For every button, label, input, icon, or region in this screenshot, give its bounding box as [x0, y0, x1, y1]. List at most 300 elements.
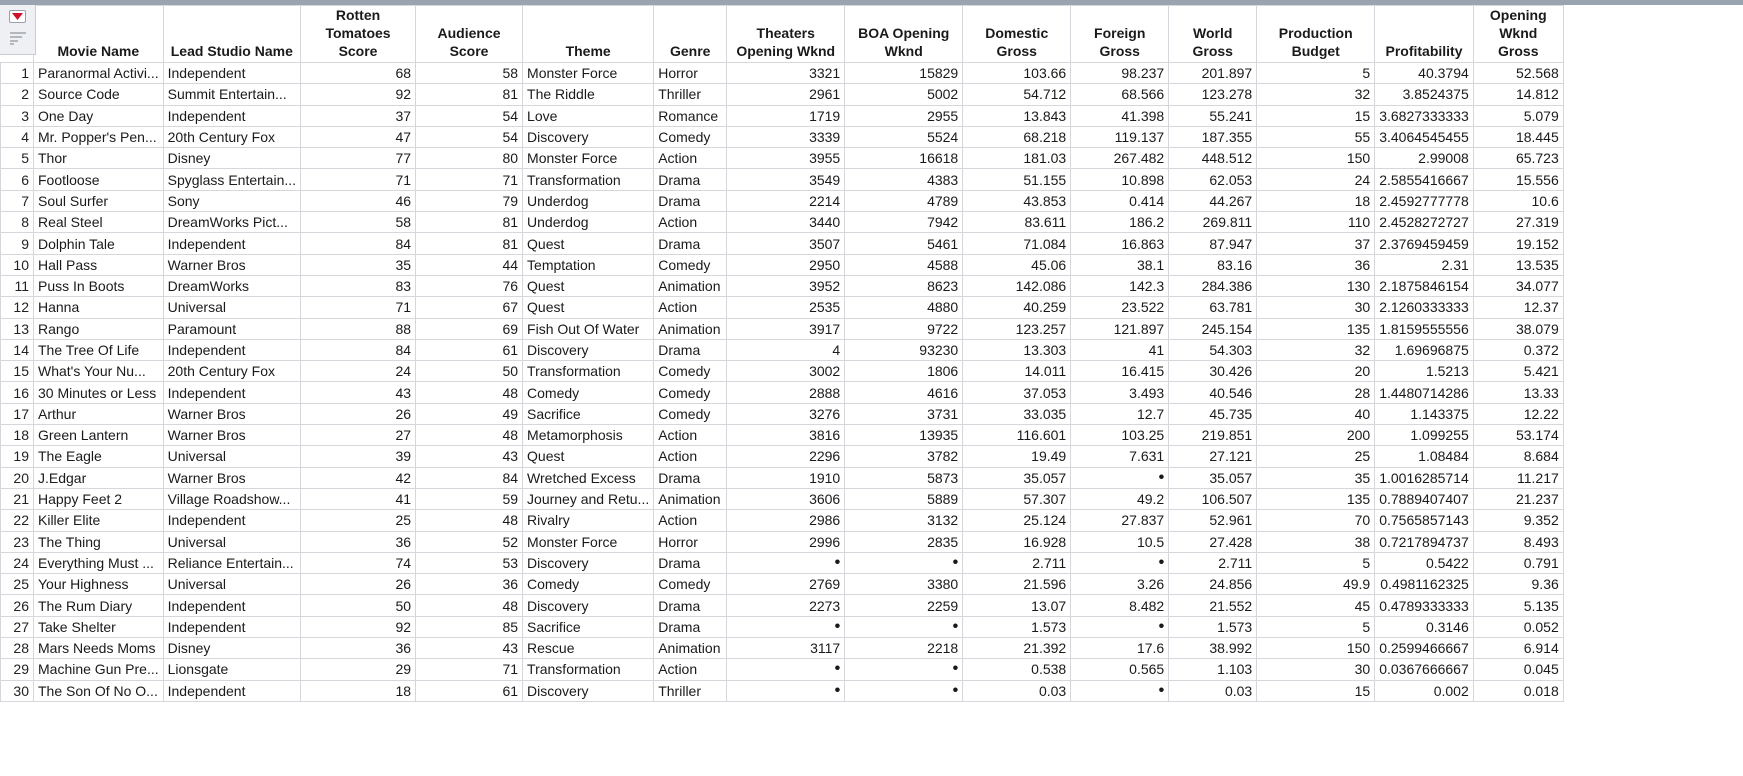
column-header-budget[interactable]: Production Budget [1257, 6, 1375, 63]
cell-budget[interactable]: 55 [1257, 126, 1375, 147]
cell-genre[interactable]: Drama [654, 339, 727, 360]
cell-domestic[interactable]: 13.843 [963, 105, 1071, 126]
cell-profit[interactable]: 2.4528272727 [1375, 212, 1474, 233]
cell-world[interactable]: 38.992 [1169, 638, 1257, 659]
cell-rotten[interactable]: 36 [301, 531, 416, 552]
cell-theme[interactable]: Fish Out Of Water [523, 318, 654, 339]
cell-theaters[interactable]: 3955 [727, 148, 845, 169]
cell-boa[interactable]: • [845, 552, 963, 573]
cell-budget[interactable]: 15 [1257, 680, 1375, 701]
row-number[interactable]: 28 [1, 638, 34, 659]
cell-theme[interactable]: Discovery [523, 339, 654, 360]
cell-budget[interactable]: 135 [1257, 488, 1375, 509]
table-row[interactable] [1, 616, 1564, 637]
row-number[interactable]: 10 [1, 254, 34, 275]
cell-theaters[interactable]: • [727, 616, 845, 637]
cell-budget[interactable]: 5 [1257, 552, 1375, 573]
cell-genre[interactable]: Drama [654, 616, 727, 637]
cell-studio[interactable]: Independent [163, 382, 300, 403]
cell-budget[interactable]: 5 [1257, 63, 1375, 84]
cell-theme[interactable]: Transformation [523, 659, 654, 680]
table-row[interactable] [1, 446, 1564, 467]
cell-studio[interactable]: Independent [163, 105, 300, 126]
cell-rotten[interactable]: 27 [301, 425, 416, 446]
column-header-studio[interactable]: Lead Studio Name [163, 6, 300, 63]
cell-movie[interactable]: Machine Gun Pre... [34, 659, 164, 680]
cell-studio[interactable]: Independent [163, 680, 300, 701]
cell-profit[interactable]: 2.4592777778 [1375, 190, 1474, 211]
cell-boa[interactable]: 2259 [845, 595, 963, 616]
row-number[interactable]: 18 [1, 425, 34, 446]
cell-domestic[interactable]: 13.303 [963, 339, 1071, 360]
cell-audience[interactable]: 43 [416, 638, 523, 659]
cell-opening[interactable]: 65.723 [1473, 148, 1563, 169]
cell-audience[interactable]: 76 [416, 275, 523, 296]
table-row[interactable] [1, 190, 1564, 211]
cell-theaters[interactable]: 3917 [727, 318, 845, 339]
cell-theaters[interactable]: 2961 [727, 84, 845, 105]
cell-profit[interactable]: 0.3146 [1375, 616, 1474, 637]
cell-boa[interactable]: 5873 [845, 467, 963, 488]
cell-theaters[interactable]: 2296 [727, 446, 845, 467]
table-row[interactable] [1, 467, 1564, 488]
cell-rotten[interactable]: 18 [301, 680, 416, 701]
cell-studio[interactable]: 20th Century Fox [163, 126, 300, 147]
cell-domestic[interactable]: 14.011 [963, 361, 1071, 382]
cell-theaters[interactable]: 3002 [727, 361, 845, 382]
cell-domestic[interactable]: 33.035 [963, 403, 1071, 424]
cell-foreign[interactable]: 10.898 [1071, 169, 1169, 190]
cell-movie[interactable]: Take Shelter [34, 616, 164, 637]
row-number[interactable]: 25 [1, 574, 34, 595]
cell-domestic[interactable]: 0.538 [963, 659, 1071, 680]
cell-studio[interactable]: Universal [163, 297, 300, 318]
cell-foreign[interactable]: 267.482 [1071, 148, 1169, 169]
row-number[interactable]: 1 [1, 63, 34, 84]
cell-boa[interactable]: 4383 [845, 169, 963, 190]
cell-profit[interactable]: 2.3769459459 [1375, 233, 1474, 254]
cell-theme[interactable]: Comedy [523, 382, 654, 403]
cell-budget[interactable]: 35 [1257, 467, 1375, 488]
cell-boa[interactable]: 5461 [845, 233, 963, 254]
cell-budget[interactable]: 150 [1257, 638, 1375, 659]
cell-budget[interactable]: 30 [1257, 297, 1375, 318]
cell-foreign[interactable]: 41.398 [1071, 105, 1169, 126]
cell-foreign[interactable]: 0.565 [1071, 659, 1169, 680]
cell-foreign[interactable]: 10.5 [1071, 531, 1169, 552]
cell-opening[interactable]: 8.684 [1473, 446, 1563, 467]
cell-studio[interactable]: Warner Bros [163, 425, 300, 446]
cell-theaters[interactable]: 2950 [727, 254, 845, 275]
cell-movie[interactable]: The Eagle [34, 446, 164, 467]
cell-studio[interactable]: Independent [163, 63, 300, 84]
cell-theaters[interactable]: 2273 [727, 595, 845, 616]
cell-opening[interactable]: 8.493 [1473, 531, 1563, 552]
cell-movie[interactable]: Source Code [34, 84, 164, 105]
cell-boa[interactable]: 4880 [845, 297, 963, 318]
cell-rotten[interactable]: 58 [301, 212, 416, 233]
cell-theaters[interactable]: 2996 [727, 531, 845, 552]
cell-audience[interactable]: 54 [416, 126, 523, 147]
cell-profit[interactable]: 40.3794 [1375, 63, 1474, 84]
cell-rotten[interactable]: 68 [301, 63, 416, 84]
cell-studio[interactable]: DreamWorks [163, 275, 300, 296]
cell-world[interactable]: 62.053 [1169, 169, 1257, 190]
table-row[interactable] [1, 105, 1564, 126]
cell-profit[interactable]: 2.1875846154 [1375, 275, 1474, 296]
cell-domestic[interactable]: 54.712 [963, 84, 1071, 105]
cell-studio[interactable]: Independent [163, 616, 300, 637]
cell-opening[interactable]: 6.914 [1473, 638, 1563, 659]
cell-audience[interactable]: 85 [416, 616, 523, 637]
cell-audience[interactable]: 48 [416, 382, 523, 403]
cell-movie[interactable]: Happy Feet 2 [34, 488, 164, 509]
row-number[interactable]: 22 [1, 510, 34, 531]
table-row[interactable] [1, 126, 1564, 147]
cell-studio[interactable]: Sony [163, 190, 300, 211]
cell-movie[interactable]: Everything Must ... [34, 552, 164, 573]
cell-boa[interactable]: 3731 [845, 403, 963, 424]
cell-opening[interactable]: 13.33 [1473, 382, 1563, 403]
cell-budget[interactable]: 110 [1257, 212, 1375, 233]
cell-movie[interactable]: Hall Pass [34, 254, 164, 275]
cell-profit[interactable]: 0.2599466667 [1375, 638, 1474, 659]
cell-foreign[interactable]: • [1071, 680, 1169, 701]
cell-opening[interactable]: 11.217 [1473, 467, 1563, 488]
cell-world[interactable]: 55.241 [1169, 105, 1257, 126]
cell-movie[interactable]: Real Steel [34, 212, 164, 233]
cell-genre[interactable]: Action [654, 148, 727, 169]
cell-world[interactable]: 54.303 [1169, 339, 1257, 360]
cell-theaters[interactable]: • [727, 659, 845, 680]
cell-theaters[interactable]: 3507 [727, 233, 845, 254]
table-menu-button[interactable] [9, 10, 26, 23]
cell-movie[interactable]: Hanna [34, 297, 164, 318]
table-row[interactable] [1, 212, 1564, 233]
table-row[interactable] [1, 638, 1564, 659]
cell-movie[interactable]: Rango [34, 318, 164, 339]
cell-studio[interactable]: Universal [163, 574, 300, 595]
cell-opening[interactable]: 5.079 [1473, 105, 1563, 126]
cell-domestic[interactable]: 0.03 [963, 680, 1071, 701]
cell-theme[interactable]: Quest [523, 233, 654, 254]
cell-rotten[interactable]: 25 [301, 510, 416, 531]
row-number[interactable]: 30 [1, 680, 34, 701]
cell-genre[interactable]: Action [654, 297, 727, 318]
cell-boa[interactable]: 9722 [845, 318, 963, 339]
cell-boa[interactable]: 5889 [845, 488, 963, 509]
cell-genre[interactable]: Thriller [654, 84, 727, 105]
cell-genre[interactable]: Animation [654, 275, 727, 296]
cell-world[interactable]: 30.426 [1169, 361, 1257, 382]
cell-theaters[interactable]: 3117 [727, 638, 845, 659]
table-row[interactable] [1, 403, 1564, 424]
cell-studio[interactable]: Independent [163, 339, 300, 360]
cell-budget[interactable]: 15 [1257, 105, 1375, 126]
cell-movie[interactable]: Paranormal Activi... [34, 63, 164, 84]
cell-theaters[interactable]: 3276 [727, 403, 845, 424]
cell-boa[interactable]: 8623 [845, 275, 963, 296]
cell-genre[interactable]: Drama [654, 467, 727, 488]
cell-boa[interactable]: • [845, 659, 963, 680]
cell-rotten[interactable]: 26 [301, 403, 416, 424]
cell-domestic[interactable]: 83.611 [963, 212, 1071, 233]
cell-opening[interactable]: 53.174 [1473, 425, 1563, 446]
cell-domestic[interactable]: 37.053 [963, 382, 1071, 403]
cell-world[interactable]: 1.573 [1169, 616, 1257, 637]
cell-genre[interactable]: Animation [654, 318, 727, 339]
cell-boa[interactable]: • [845, 616, 963, 637]
cell-foreign[interactable]: 8.482 [1071, 595, 1169, 616]
cell-theme[interactable]: Rescue [523, 638, 654, 659]
cell-genre[interactable]: Drama [654, 233, 727, 254]
cell-profit[interactable]: 2.1260333333 [1375, 297, 1474, 318]
cell-domestic[interactable]: 71.084 [963, 233, 1071, 254]
table-row[interactable] [1, 148, 1564, 169]
cell-rotten[interactable]: 92 [301, 84, 416, 105]
table-row[interactable] [1, 318, 1564, 339]
cell-foreign[interactable]: 0.414 [1071, 190, 1169, 211]
column-header-rotten[interactable]: Rotten Tomatoes Score [301, 6, 416, 63]
row-number[interactable]: 4 [1, 126, 34, 147]
cell-profit[interactable]: 0.7889407407 [1375, 488, 1474, 509]
cell-budget[interactable]: 18 [1257, 190, 1375, 211]
cell-genre[interactable]: Comedy [654, 382, 727, 403]
cell-world[interactable]: 201.897 [1169, 63, 1257, 84]
cell-profit[interactable]: 0.5422 [1375, 552, 1474, 573]
cell-studio[interactable]: Independent [163, 510, 300, 531]
cell-profit[interactable]: 1.143375 [1375, 403, 1474, 424]
cell-movie[interactable]: The Tree Of Life [34, 339, 164, 360]
cell-domestic[interactable]: 45.06 [963, 254, 1071, 275]
cell-world[interactable]: 0.03 [1169, 680, 1257, 701]
cell-world[interactable]: 27.121 [1169, 446, 1257, 467]
cell-foreign[interactable]: 68.566 [1071, 84, 1169, 105]
cell-world[interactable]: 45.735 [1169, 403, 1257, 424]
cell-studio[interactable]: Village Roadshow... [163, 488, 300, 509]
cell-audience[interactable]: 48 [416, 595, 523, 616]
row-number[interactable]: 17 [1, 403, 34, 424]
cell-movie[interactable]: The Thing [34, 531, 164, 552]
cell-movie[interactable]: Your Highness [34, 574, 164, 595]
cell-opening[interactable]: 0.018 [1473, 680, 1563, 701]
cell-theaters[interactable]: • [727, 552, 845, 573]
row-selection-icon[interactable] [10, 31, 26, 45]
cell-genre[interactable]: Comedy [654, 254, 727, 275]
cell-studio[interactable]: Independent [163, 233, 300, 254]
cell-profit[interactable]: 2.5855416667 [1375, 169, 1474, 190]
cell-movie[interactable]: What's Your Nu... [34, 361, 164, 382]
cell-movie[interactable]: Soul Surfer [34, 190, 164, 211]
cell-rotten[interactable]: 42 [301, 467, 416, 488]
cell-theme[interactable]: Wretched Excess [523, 467, 654, 488]
cell-genre[interactable]: Action [654, 446, 727, 467]
cell-boa[interactable]: 3380 [845, 574, 963, 595]
cell-rotten[interactable]: 50 [301, 595, 416, 616]
cell-opening[interactable]: 5.421 [1473, 361, 1563, 382]
cell-profit[interactable]: 3.6827333333 [1375, 105, 1474, 126]
cell-movie[interactable]: Puss In Boots [34, 275, 164, 296]
cell-audience[interactable]: 71 [416, 659, 523, 680]
cell-opening[interactable]: 27.319 [1473, 212, 1563, 233]
cell-theaters[interactable]: 2888 [727, 382, 845, 403]
cell-boa[interactable]: 4616 [845, 382, 963, 403]
cell-genre[interactable]: Thriller [654, 680, 727, 701]
cell-world[interactable]: 44.267 [1169, 190, 1257, 211]
cell-audience[interactable]: 49 [416, 403, 523, 424]
cell-domestic[interactable]: 123.257 [963, 318, 1071, 339]
cell-world[interactable]: 1.103 [1169, 659, 1257, 680]
cell-boa[interactable]: • [845, 680, 963, 701]
cell-studio[interactable]: Reliance Entertain... [163, 552, 300, 573]
column-header-theaters[interactable]: Theaters Opening Wknd [727, 6, 845, 63]
cell-theaters[interactable]: 3549 [727, 169, 845, 190]
cell-studio[interactable]: Disney [163, 148, 300, 169]
cell-domestic[interactable]: 40.259 [963, 297, 1071, 318]
row-number[interactable]: 6 [1, 169, 34, 190]
cell-opening[interactable]: 0.791 [1473, 552, 1563, 573]
cell-rotten[interactable]: 74 [301, 552, 416, 573]
cell-budget[interactable]: 36 [1257, 254, 1375, 275]
cell-domestic[interactable]: 21.392 [963, 638, 1071, 659]
cell-domestic[interactable]: 2.711 [963, 552, 1071, 573]
cell-budget[interactable]: 28 [1257, 382, 1375, 403]
cell-opening[interactable]: 19.152 [1473, 233, 1563, 254]
cell-rotten[interactable]: 83 [301, 275, 416, 296]
cell-world[interactable]: 245.154 [1169, 318, 1257, 339]
table-row[interactable] [1, 361, 1564, 382]
cell-audience[interactable]: 61 [416, 680, 523, 701]
column-header-profit[interactable]: Profitability [1375, 6, 1474, 63]
cell-studio[interactable]: Summit Entertain... [163, 84, 300, 105]
cell-movie[interactable]: The Son Of No O... [34, 680, 164, 701]
cell-rotten[interactable]: 43 [301, 382, 416, 403]
cell-theaters[interactable]: 3339 [727, 126, 845, 147]
cell-opening[interactable]: 9.36 [1473, 574, 1563, 595]
cell-genre[interactable]: Comedy [654, 403, 727, 424]
table-row[interactable] [1, 680, 1564, 701]
cell-theme[interactable]: Monster Force [523, 148, 654, 169]
cell-theme[interactable]: Temptation [523, 254, 654, 275]
cell-movie[interactable]: One Day [34, 105, 164, 126]
cell-domestic[interactable]: 51.155 [963, 169, 1071, 190]
cell-opening[interactable]: 52.568 [1473, 63, 1563, 84]
cell-profit[interactable]: 0.7565857143 [1375, 510, 1474, 531]
cell-rotten[interactable]: 41 [301, 488, 416, 509]
cell-theaters[interactable]: 3816 [727, 425, 845, 446]
cell-boa[interactable]: 93230 [845, 339, 963, 360]
row-number[interactable]: 19 [1, 446, 34, 467]
cell-genre[interactable]: Animation [654, 638, 727, 659]
row-number[interactable]: 23 [1, 531, 34, 552]
cell-genre[interactable]: Action [654, 510, 727, 531]
cell-rotten[interactable]: 88 [301, 318, 416, 339]
cell-audience[interactable]: 80 [416, 148, 523, 169]
cell-domestic[interactable]: 116.601 [963, 425, 1071, 446]
row-number[interactable]: 3 [1, 105, 34, 126]
table-row[interactable] [1, 574, 1564, 595]
cell-profit[interactable]: 1.08484 [1375, 446, 1474, 467]
cell-boa[interactable]: 2218 [845, 638, 963, 659]
cell-opening[interactable]: 0.052 [1473, 616, 1563, 637]
cell-studio[interactable]: Warner Bros [163, 254, 300, 275]
table-row[interactable] [1, 425, 1564, 446]
row-number[interactable]: 12 [1, 297, 34, 318]
cell-domestic[interactable]: 43.853 [963, 190, 1071, 211]
cell-audience[interactable]: 48 [416, 510, 523, 531]
cell-profit[interactable]: 2.99008 [1375, 148, 1474, 169]
cell-theme[interactable]: Discovery [523, 126, 654, 147]
cell-foreign[interactable]: 103.25 [1071, 425, 1169, 446]
row-number[interactable]: 14 [1, 339, 34, 360]
cell-audience[interactable]: 71 [416, 169, 523, 190]
cell-boa[interactable]: 4789 [845, 190, 963, 211]
cell-domestic[interactable]: 13.07 [963, 595, 1071, 616]
cell-genre[interactable]: Comedy [654, 126, 727, 147]
cell-rotten[interactable]: 37 [301, 105, 416, 126]
cell-boa[interactable]: 1806 [845, 361, 963, 382]
cell-audience[interactable]: 61 [416, 339, 523, 360]
cell-world[interactable]: 219.851 [1169, 425, 1257, 446]
cell-theme[interactable]: Love [523, 105, 654, 126]
cell-profit[interactable]: 3.8524375 [1375, 84, 1474, 105]
cell-opening[interactable]: 38.079 [1473, 318, 1563, 339]
cell-world[interactable]: 83.16 [1169, 254, 1257, 275]
cell-audience[interactable]: 67 [416, 297, 523, 318]
cell-foreign[interactable]: 3.493 [1071, 382, 1169, 403]
cell-profit[interactable]: 0.7217894737 [1375, 531, 1474, 552]
cell-world[interactable]: 40.546 [1169, 382, 1257, 403]
cell-boa[interactable]: 5524 [845, 126, 963, 147]
cell-genre[interactable]: Drama [654, 190, 727, 211]
cell-studio[interactable]: Universal [163, 446, 300, 467]
cell-studio[interactable]: Paramount [163, 318, 300, 339]
cell-budget[interactable]: 20 [1257, 361, 1375, 382]
cell-world[interactable]: 27.428 [1169, 531, 1257, 552]
cell-genre[interactable]: Drama [654, 169, 727, 190]
cell-theaters[interactable]: 2535 [727, 297, 845, 318]
cell-theme[interactable]: Discovery [523, 552, 654, 573]
cell-audience[interactable]: 81 [416, 212, 523, 233]
cell-world[interactable]: 52.961 [1169, 510, 1257, 531]
cell-domestic[interactable]: 103.66 [963, 63, 1071, 84]
cell-audience[interactable]: 50 [416, 361, 523, 382]
cell-movie[interactable]: The Rum Diary [34, 595, 164, 616]
cell-theme[interactable]: Sacrifice [523, 616, 654, 637]
cell-opening[interactable]: 18.445 [1473, 126, 1563, 147]
cell-opening[interactable]: 0.372 [1473, 339, 1563, 360]
cell-rotten[interactable]: 71 [301, 169, 416, 190]
cell-world[interactable]: 21.552 [1169, 595, 1257, 616]
cell-profit[interactable]: 0.0367666667 [1375, 659, 1474, 680]
cell-foreign[interactable]: 23.522 [1071, 297, 1169, 318]
row-number[interactable]: 20 [1, 467, 34, 488]
row-number[interactable]: 2 [1, 84, 34, 105]
cell-budget[interactable]: 32 [1257, 339, 1375, 360]
cell-budget[interactable]: 32 [1257, 84, 1375, 105]
cell-audience[interactable]: 81 [416, 233, 523, 254]
column-header-genre[interactable]: Genre [654, 6, 727, 63]
cell-budget[interactable]: 25 [1257, 446, 1375, 467]
cell-studio[interactable]: Disney [163, 638, 300, 659]
cell-movie[interactable]: Footloose [34, 169, 164, 190]
cell-world[interactable]: 24.856 [1169, 574, 1257, 595]
cell-theme[interactable]: Quest [523, 446, 654, 467]
cell-boa[interactable]: 13935 [845, 425, 963, 446]
cell-world[interactable]: 106.507 [1169, 488, 1257, 509]
cell-audience[interactable]: 59 [416, 488, 523, 509]
cell-theme[interactable]: The Riddle [523, 84, 654, 105]
